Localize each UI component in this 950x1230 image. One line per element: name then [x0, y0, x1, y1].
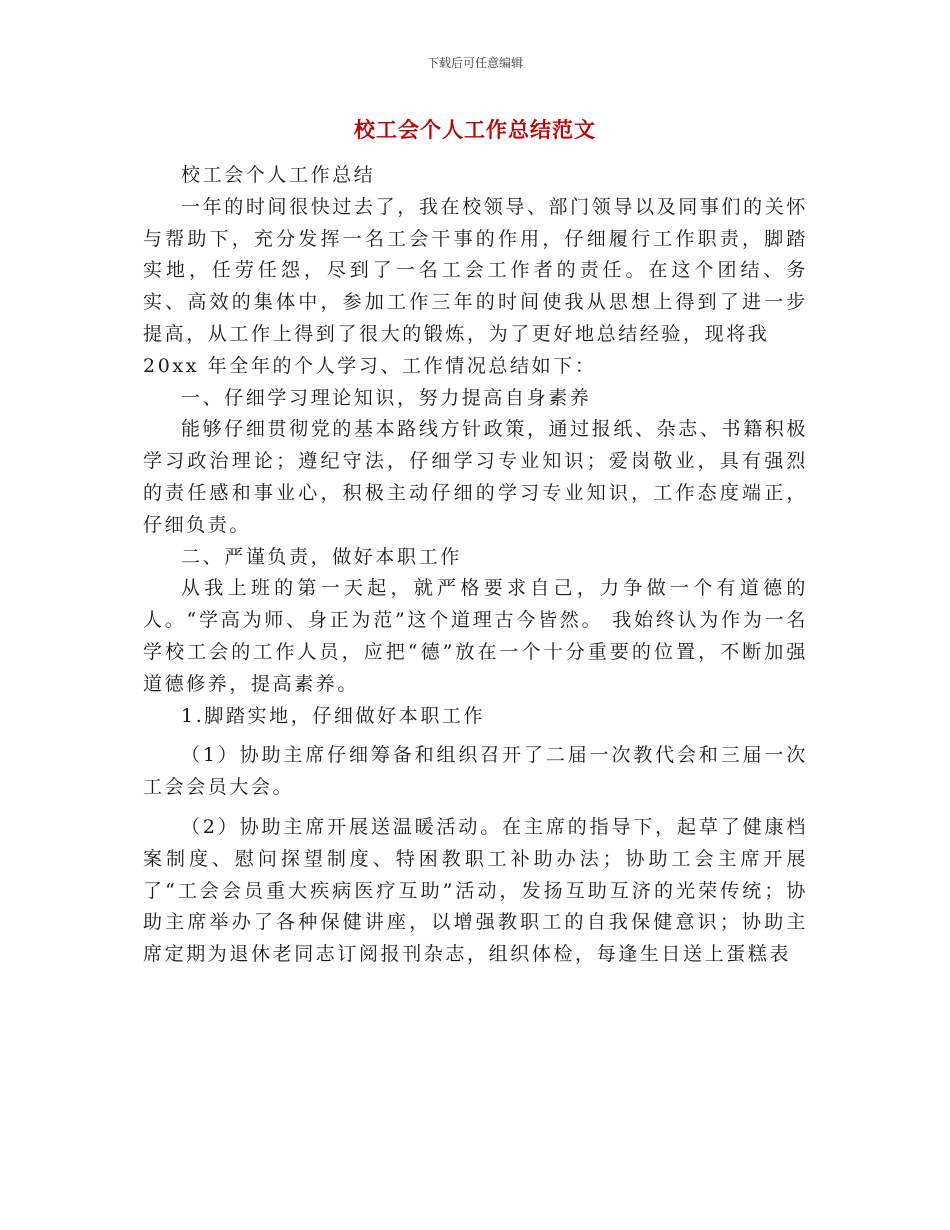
subtitle-paragraph: 校工会个人工作总结 — [181, 164, 376, 186]
document-body — [143, 160, 808, 971]
document-title: 校工会个人工作总结范文 — [354, 117, 596, 142]
section-2-paragraph: 从我上班的第一天起，就严格要求自己，力争做一个有道德的人。“学高为师、身正为范”这个道理古今皆然。 我始终认为作为一名学校工会的工作人员，应把“德”放在一个十分重要的位置，不断加强道德修养，提高素养。 — [143, 577, 808, 695]
item-1-paragraph: （1）协助主席仔细筹备和组织召开了二届一次教代会和三届一次工会会员大会。 — [143, 744, 808, 799]
intro-paragraph: 一年的时间很快过去了，我在校领导、部门领导以及同事们的关怀与帮助下，充分发挥一名工会干事的作用，仔细履行工作职责，脚踏实地，任劳任怨，尽到了一名工会工作者的责任。在这个团结、务实、高效的集体中，参加工作三年的时间使我从思想上得到了进一步提高，从工作上得到了很大的锻炼，为了更好地总结经验，现将我 — [143, 195, 808, 345]
section-heading-1: 一、仔细学习理论知识，努力提高自身素养 — [181, 386, 592, 409]
section-heading-2: 二、严谨负责，做好本职工作 — [181, 545, 462, 568]
section-1-paragraph: 能够仔细贯彻党的基本路线方针政策，通过报纸、杂志、书籍积极学习政治理论；遵纪守法，仔细学习专业知识；爱岗敬业，具有强烈的责任感和事业心，积极主动仔细的学习专业知识，工作态度端正，仔细负责。 — [143, 418, 808, 536]
page-header: 下载后可任意编辑 — [426, 56, 523, 70]
item-2-paragraph: （2）协助主席开展送温暖活动。在主席的指导下，起草了健康档案制度、慰问探望制度、特困教职工补助办法；协助工会主席开展了“工会会员重大疾病医疗互助”活动，发扬互助互济的光荣传统；协助主席举办了各种保健讲座，以增强教职工的自我保健意识；协助主席定期为退休老同志订阅报刊杂志，组织体检，每逢生日送上蛋糕表 — [143, 815, 808, 966]
subsection-heading-1: 1.脚踏实地，仔细做好本职工作 — [181, 704, 486, 727]
intro-paragraph-continued: 20xx 年全年的个人学习、工作情况总结如下： — [143, 354, 597, 377]
